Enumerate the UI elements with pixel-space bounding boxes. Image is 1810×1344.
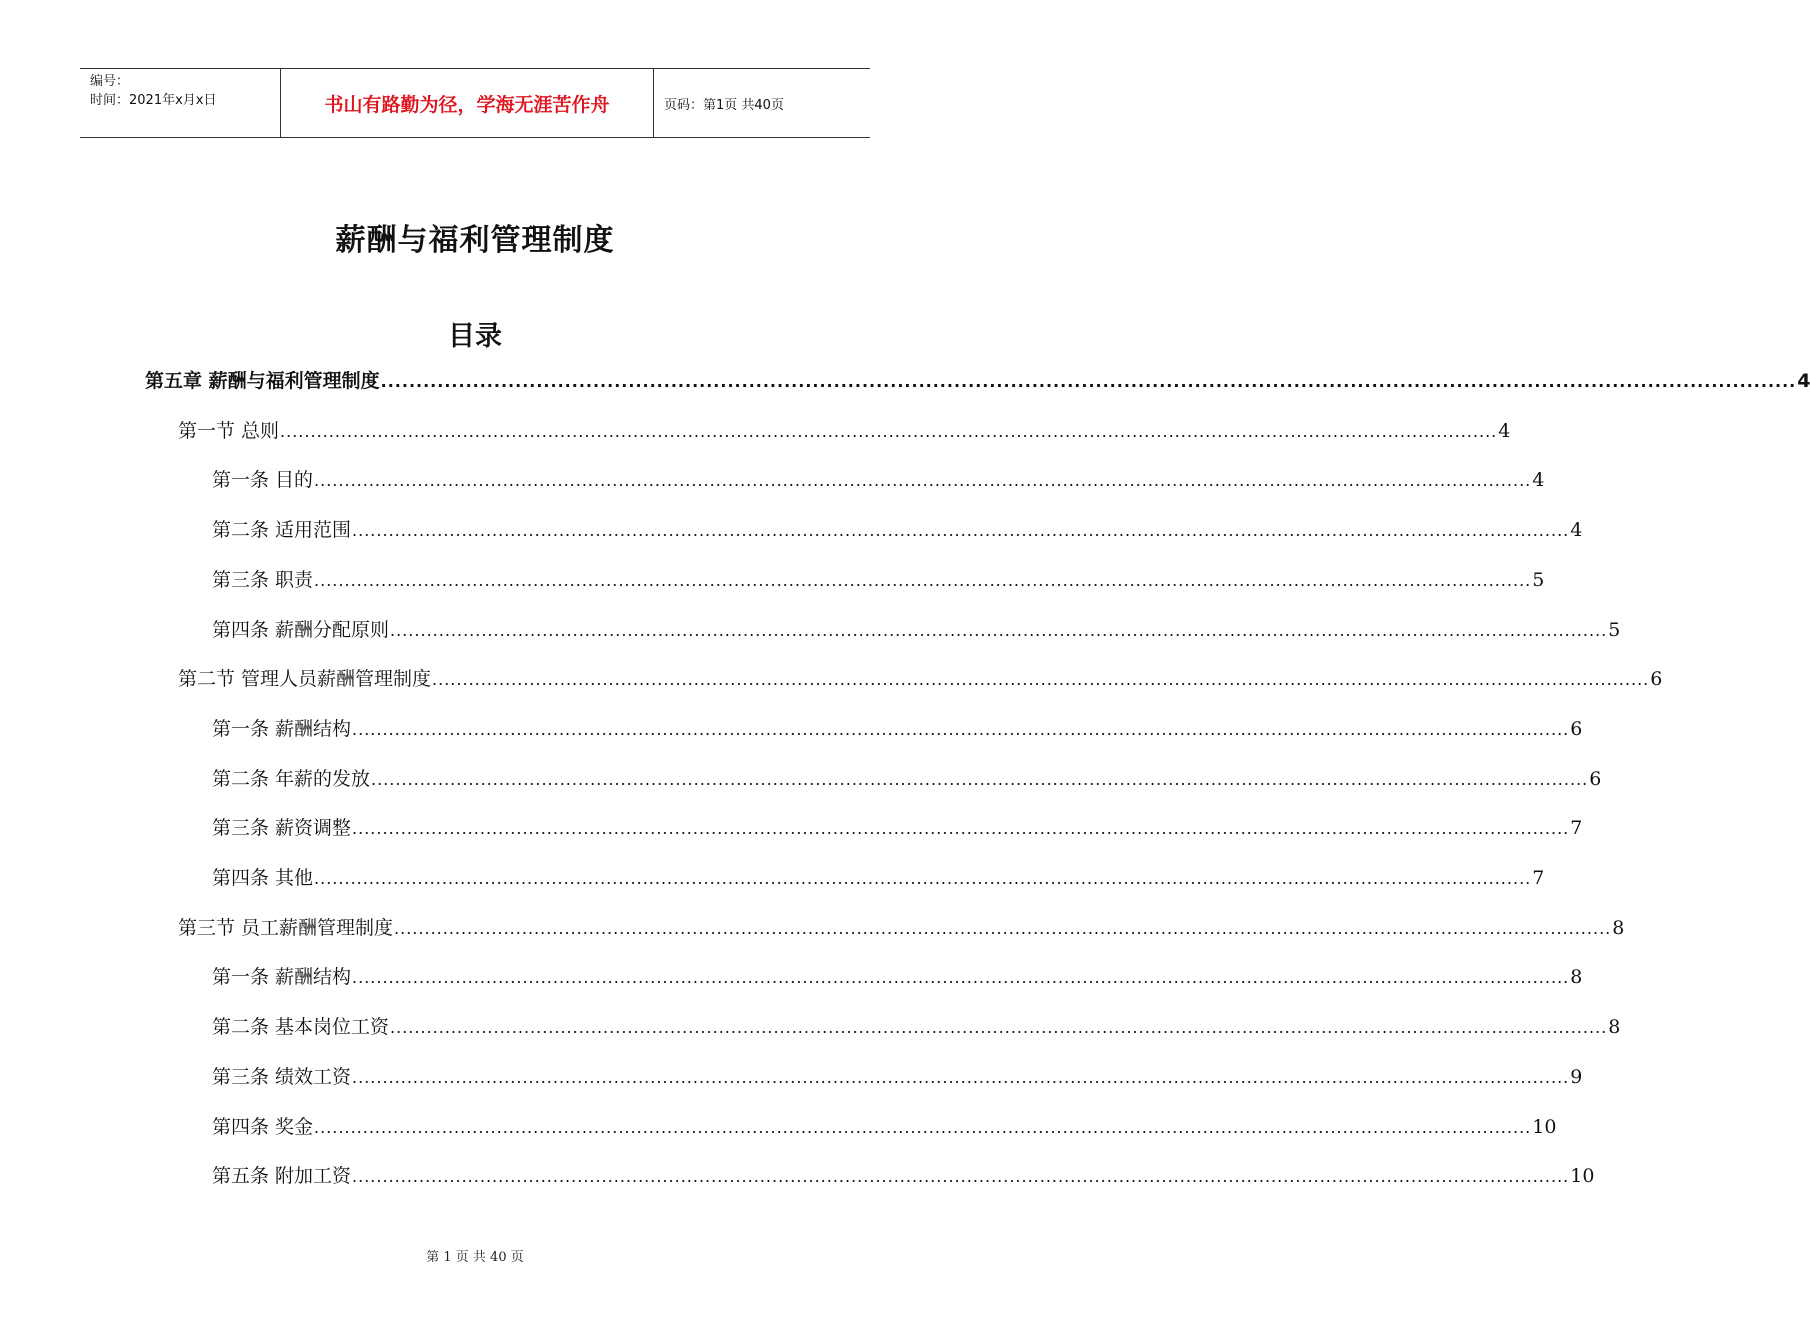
- toc-dot-leader: ........................................................................................................................................................................................................: [314, 570, 1532, 590]
- toc-entry-page: 8: [1570, 966, 1583, 989]
- toc-entry[interactable]: [212, 714, 1583, 746]
- toc-entry[interactable]: [212, 1012, 1621, 1044]
- toc-entry-page: 6: [1650, 668, 1663, 691]
- toc-entry[interactable]: [212, 962, 1583, 994]
- toc-entry-label: 第一节 总则: [178, 419, 280, 442]
- toc-entry[interactable]: [145, 366, 1810, 398]
- toc-dot-leader: ........................................................................................................................................................................................................: [314, 471, 1532, 491]
- toc-title: 目录: [448, 321, 502, 352]
- toc-entry-label: 第四条 其他: [212, 867, 314, 889]
- toc-dot-leader: ........................................................................................................................................................................................................: [390, 1018, 1608, 1038]
- toc-entry[interactable]: [212, 764, 1602, 796]
- toc-entry-label: 第三条 职责: [212, 568, 314, 591]
- toc-dot-leader: ........................................................................................................................................................................................................: [352, 719, 1570, 739]
- toc-entry-page: 9: [1570, 1065, 1583, 1088]
- toc-dot-leader: ........................................................................................................................................................................................................: [314, 1117, 1532, 1137]
- page-footer: 第 1 页 共 40 页: [426, 1250, 524, 1265]
- toc-entry-label: 第三条 薪资调整: [212, 817, 352, 840]
- toc-dot-leader: ........................................................................................................................................................................................................: [371, 769, 1589, 789]
- toc-entry-page: 5: [1532, 568, 1545, 591]
- number-label: 编号：: [90, 74, 130, 89]
- toc-entry-page: 8: [1612, 916, 1625, 939]
- toc-dot-leader: ........................................................................................................................................................................................................: [394, 918, 1612, 938]
- toc-entry-page: 6: [1589, 767, 1602, 790]
- toc-entry[interactable]: [212, 1112, 1557, 1144]
- toc-entry[interactable]: [212, 863, 1545, 895]
- toc-entry[interactable]: [212, 465, 1545, 497]
- toc-entry-page: 10: [1532, 1115, 1557, 1138]
- toc-entry-label: 第一条 薪酬结构: [212, 966, 352, 989]
- toc-entry[interactable]: [178, 416, 1511, 448]
- toc-entry-page: 4: [1532, 469, 1545, 492]
- toc-dot-leader: ........................................................................................................................................................................................................: [352, 968, 1570, 988]
- header-meta: [80, 69, 281, 137]
- toc-entry-label: 第一条 目的: [212, 469, 314, 492]
- document-title: 薪酬与福利管理制度: [335, 223, 615, 258]
- toc-entry-label: 第二条 年薪的发放: [212, 767, 371, 790]
- toc-entry-label: 第三节 员工薪酬管理制度: [178, 916, 394, 939]
- page-header: [80, 68, 870, 138]
- toc-entry-label: 第四条 薪酬分配原则: [212, 618, 390, 641]
- toc-entry-page: 6: [1570, 717, 1583, 740]
- toc-dot-leader: ........................................................................................................................................................................................................: [352, 819, 1570, 839]
- toc-entry-page: 10: [1570, 1165, 1595, 1188]
- toc-entry[interactable]: [178, 913, 1625, 945]
- toc-entry[interactable]: [212, 813, 1583, 845]
- toc-dot-leader: ........................................................................................................................................................................................................: [390, 620, 1608, 640]
- toc-dot-leader: ........................................................................................................................................................................................................: [352, 1167, 1570, 1187]
- toc-entry-label: 第二条 适用范围: [212, 519, 352, 542]
- toc-entry-label: 第一条 薪酬结构: [212, 717, 352, 740]
- toc-entry-label: 第二条 基本岗位工资: [212, 1016, 390, 1039]
- toc-entry-label: 第二节 管理人员薪酬管理制度: [178, 668, 432, 691]
- toc-dot-leader: ........................................................................................................................................................................................................: [380, 372, 1797, 391]
- toc-dot-leader: ........................................................................................................................................................................................................: [352, 1067, 1570, 1087]
- toc-dot-leader: ........................................................................................................................................................................................................: [352, 521, 1570, 541]
- header-page-info: 页码：第1页 共40页: [664, 97, 784, 113]
- toc-dot-leader: ........................................................................................................................................................................................................: [280, 421, 1498, 441]
- toc-entry-page: 7: [1532, 867, 1545, 889]
- toc-entry[interactable]: [212, 565, 1545, 597]
- toc-entry-page: 8: [1608, 1016, 1621, 1039]
- toc-dot-leader: ........................................................................................................................................................................................................: [432, 670, 1650, 690]
- toc-entry-page: 4: [1498, 419, 1511, 442]
- toc-entry-label: 第五条 附加工资: [212, 1165, 352, 1188]
- toc-dot-leader: ........................................................................................................................................................................................................: [314, 869, 1532, 888]
- toc-entry[interactable]: [212, 1062, 1583, 1094]
- toc-entry-label: 第四条 奖金: [212, 1115, 314, 1138]
- toc-entry-label: 第三条 绩效工资: [212, 1065, 352, 1088]
- toc-entry[interactable]: [212, 1161, 1595, 1193]
- toc-entry-page: 4: [1797, 370, 1810, 392]
- header-motto: 书山有路勤为径，学海无涯苦作舟: [281, 69, 654, 137]
- toc-entry-page: 5: [1608, 618, 1621, 641]
- toc-entry[interactable]: [178, 664, 1663, 696]
- toc-entry[interactable]: [212, 515, 1583, 547]
- toc-entry-label: 第五章 薪酬与福利管理制度: [145, 370, 380, 392]
- time-label: 时间：2021年x月x日: [90, 93, 217, 108]
- toc-entry-page: 4: [1570, 519, 1583, 542]
- toc-entry-page: 7: [1570, 817, 1583, 840]
- toc-entry[interactable]: [212, 615, 1621, 647]
